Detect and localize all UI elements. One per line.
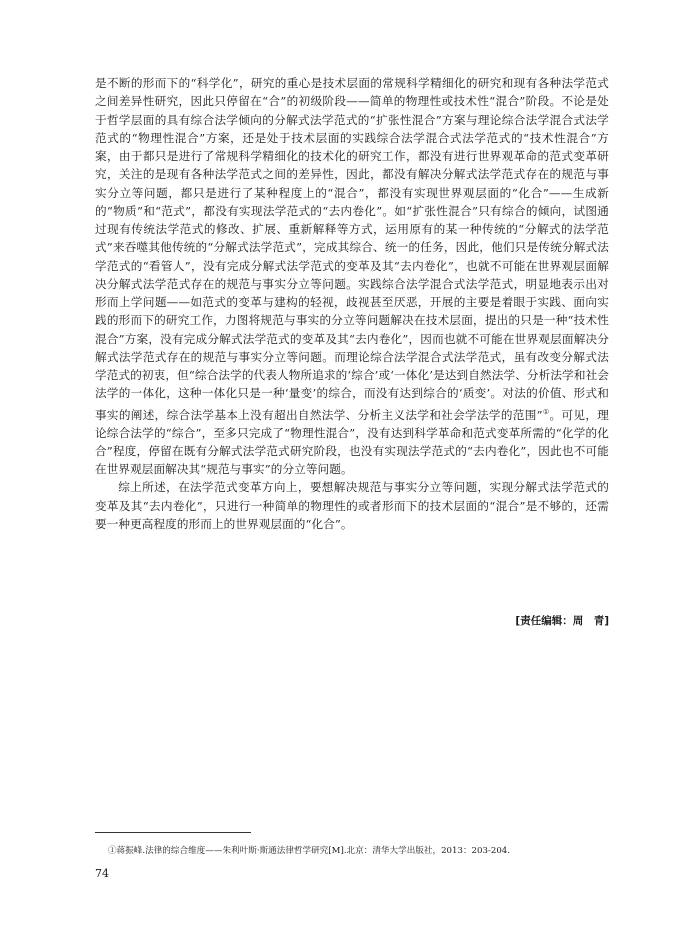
- body-paragraph-1: [95, 74, 609, 478]
- footnote-reference: ①: [542, 407, 550, 416]
- footnote-divider: [95, 832, 251, 833]
- footnote-text: ①蒋振峰.法律的综合维度——朱利叶斯·斯通法律哲学研究[M].北京：清华大学出版社，2013：203-204.: [108, 846, 510, 856]
- paragraph-1-text: 是不断的形而下的“科学化”，研究的重心是技术层面的常规科学精细化的研究和现有各种法学范式之间差异性研究，因此只停留在“合”的初级阶段——简单的物理性或技术性“混合”阶段。不论是处于哲学层面的具有综合法学倾向的分解式法学范式的“扩张性混合”方案与理论综合法学混合式法学范式的“物理性混合”方案，还是处于技术层面的实践综合法学混合式法学范式的“技术性混合”方案，由于都只是进行了常规科学精细化的技术化的研究工作，都没有进行世界观革命的范式变革研究，关注的是现有各种法学范式之间的差异性，因此，都没有解决分解式法学范式存在的规范与事实分立等问题，都只是进行了某种程度上的“混合”，都没有实现世界观层面的“化合”——生成新的“物质”和“范式”，都没有实现法学范式的“去内卷化”。如“扩张性混合”只有综合的倾向，试图通过现有传统法学范式的修改、扩展、重新解释等方式，运用原有的某一种传统的“分解式的法学范式”来吞噬其他传统的“分解式法学范式”，完成其综合、统一的任务，因此，他们只是传统分解式法学范式的“看管人”，没有完成分解式法学范式的变革及其“去内卷化”，也就不可能在世界观层面解决分解式法学范式存在的规范与事实分立等问题。实践综合法学混合式法学范式，明显地表示出对形而上学问题——如范式的变革与建构的轻视，歧视甚至厌恶，开展的主要是着眼于实践、面向实践的形而下的研究工作，力图将规范与事实的分立等问题解决在技术层面，提出的只是一种“技术性混合”方案，没有完成分解式法学范式的变革及其“去内卷化”，因而也就不可能在世界观层面解决分解式法学范式存在的规范与事实分立等问题。而理论综合法学混合式法学范式，虽有改变分解式法学范式的初衷，但“综合法学的代表人物所追求的‘综合’或‘一体化’是达到自然法学、分析法学和社会法学的一体化，这种一体化只是一种‘量变’的综合，而没有达到综合的‘质变’。对法的价值、形式和事实的阐述，综合法学基本上没有超出自然法学、分析主义法学和社会学法学的范围”: [95, 76, 609, 422]
- article-body: [95, 74, 609, 533]
- body-paragraph-2: 综上所述，在法学范式变革方向上，要想解决规范与事实分立等问题，实现分解式法学范式的变革及其“去内卷化”，只进行一种简单的物理性的或者形而下的技术层面的“混合”是不够的，还需要一种更高程度的形而上的世界观层面的“化合”。: [95, 480, 609, 531]
- responsible-editor-note: [责任编辑：周 青]: [515, 615, 609, 627]
- page-number: 74: [95, 867, 109, 880]
- paragraph-1-tail: 。可见，理论综合法学的“综合”，至多只完成了“物理性混合”，没有达到科学革命和范式变革所需的“化学的化合”程度，停留在既有分解式法学范式研究阶段，也没有实现法学范式的“去内卷化”，因此也不可能在世界观层面解决其“规范与事实”的分立等问题。: [95, 407, 609, 477]
